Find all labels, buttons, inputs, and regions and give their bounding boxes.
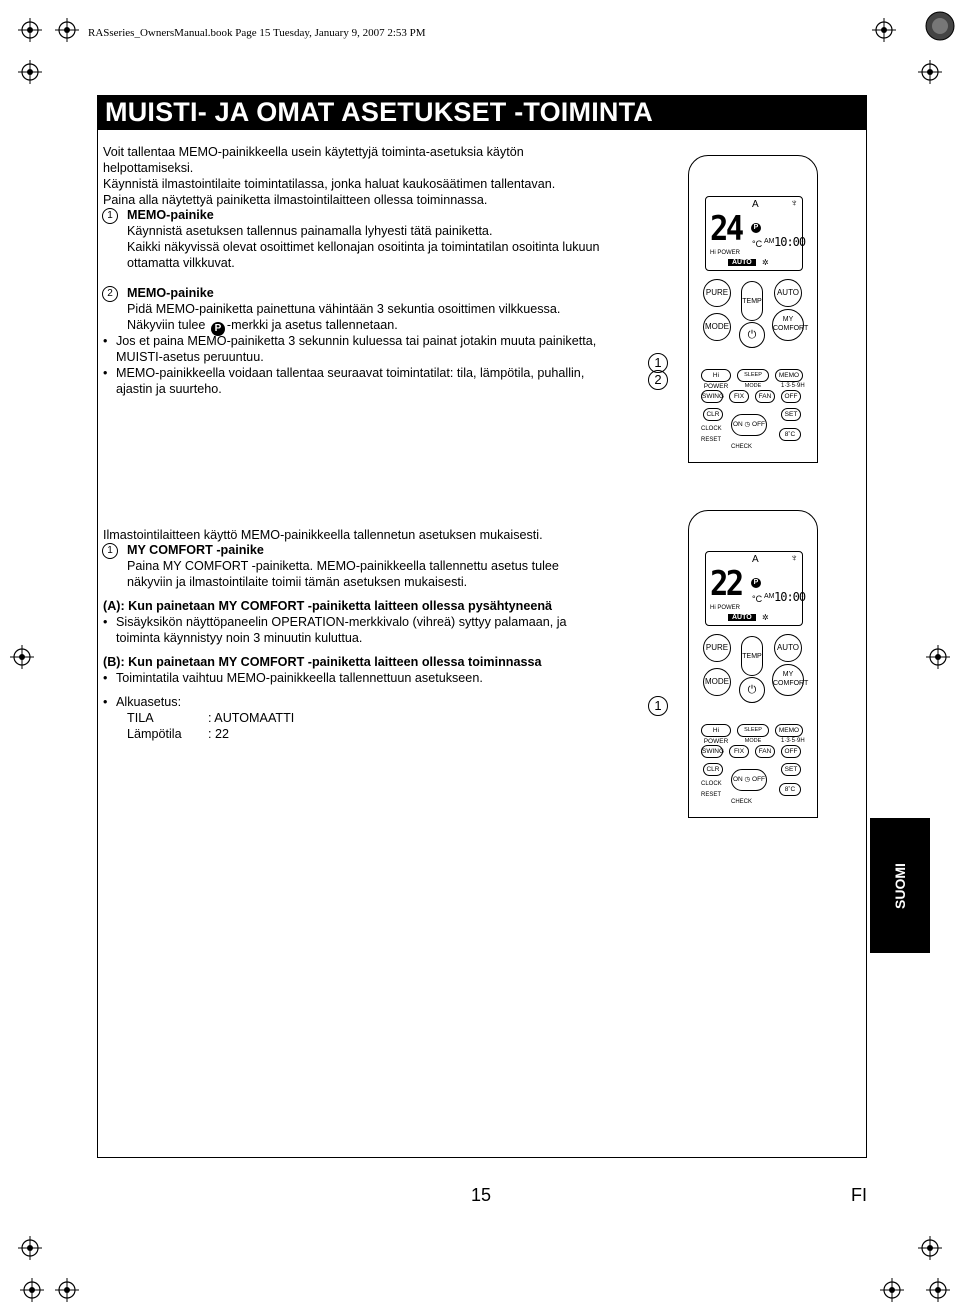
fan-icon: ✲ [762, 613, 769, 622]
step-text: Kaikki näkyvissä olevat osoittimet kellonajan osoitinta ja toimintatilan osoitinta lukuun [127, 240, 600, 254]
registration-mark-icon [18, 60, 42, 84]
step-title: MY COMFORT -painike [127, 543, 264, 557]
lcd-hipower: Hi POWER [710, 250, 740, 256]
on-off-timer-button[interactable]: ON ◷ OFF [731, 414, 767, 436]
my-comfort-button[interactable] [772, 664, 809, 696]
intro-line: Käynnistä ilmastointilaite toimintatilassa, jonka haluat kaukosäätimen tallentavan. [103, 177, 556, 191]
lcd-auto: AUTO [728, 259, 756, 266]
step-text: Käynnistä asetuksen tallennus painamalla lyhyesti tätä painiketta. [127, 224, 493, 238]
step-number: 1 [102, 208, 118, 224]
remote-control-2 [688, 510, 818, 818]
lcd-temperature: 24 [710, 209, 742, 249]
page-title: MUISTI- JA OMAT ASETUKSET -TOIMINTA [97, 95, 867, 130]
registration-mark-icon [55, 1278, 79, 1302]
step-text: Pidä MEMO-painiketta painettuna vähintään 3 sekuntia osoittimen vilkkuessa. [127, 302, 561, 316]
setting-key: TILA [127, 711, 154, 725]
registration-mark-icon [18, 1236, 42, 1260]
power-button[interactable]: ⏻ [739, 322, 765, 348]
clr-button[interactable]: CLR [703, 408, 723, 421]
swing-button[interactable]: SWING [701, 745, 723, 758]
subheading: (B): Kun painetaan MY COMFORT -painiketta laitteen ollessa toiminnassa [103, 655, 542, 669]
bullet-text: Jos et paina MEMO-painiketta 3 sekunnin kuluessa tai painat jotakin muuta painiketta, [116, 334, 597, 348]
reset-label: RESET [701, 437, 722, 443]
registration-mark-icon [20, 1278, 44, 1302]
auto-button[interactable]: AUTO [774, 279, 802, 307]
subheading: (A): Kun painetaan MY COMFORT -painiketta laitteen ollessa pysähtyneenä [103, 599, 553, 613]
step-number: 1 [102, 543, 118, 559]
check-label: CHECK [731, 799, 753, 805]
temp-button[interactable]: TEMP [741, 281, 763, 321]
power-button[interactable]: ⏻ [739, 677, 765, 703]
swing-button[interactable]: SWING [701, 390, 723, 403]
timer-label: 1·3·5·9H [781, 738, 805, 744]
intro-line: helpottamiseksi. [103, 161, 194, 175]
my-label: MY [782, 671, 794, 678]
remote-lcd [705, 551, 806, 626]
off-label: OFF [752, 776, 766, 783]
bullet-text: Toimintatila vaihtuu MEMO-painikkeella tallennettuun asetukseen. [116, 671, 483, 685]
memo-button[interactable]: MEMO [775, 724, 803, 737]
p-mark-icon: P [211, 322, 225, 336]
comfort-label: COMFORT [773, 680, 809, 687]
comfort-label: COMFORT [773, 325, 809, 332]
callout-number: 1 [648, 696, 668, 716]
setting-key: Lämpötila [127, 727, 182, 741]
setting-value: : AUTOMAATTI [208, 711, 295, 725]
lcd-p-mark: P [751, 223, 761, 233]
check-label: CHECK [731, 444, 753, 450]
step-number: 2 [102, 286, 118, 302]
lcd-degree: °C [752, 594, 763, 604]
on-off-timer-button[interactable]: ON ◷ OFF [731, 769, 767, 791]
set-button[interactable]: SET [781, 408, 801, 421]
off-button[interactable]: OFF [781, 390, 801, 403]
intro-line: Paina alla näytettyä painiketta ilmastointilaitteen ollessa toiminnassa. [103, 193, 488, 207]
bullet-icon: • [103, 334, 108, 348]
fan-button[interactable]: FAN [755, 390, 775, 403]
fan-button[interactable]: FAN [755, 745, 775, 758]
clock-label: CLOCK [701, 781, 722, 787]
registration-mark-icon [55, 18, 79, 42]
registration-mark-icon [10, 645, 34, 669]
bullet-icon: • [103, 695, 108, 709]
bullet-text: toiminta käynnistyy noin 3 minuutin kuluttua. [116, 631, 363, 645]
on-label: ON [732, 776, 743, 783]
bullet-text: MEMO-painikkeella voidaan tallentaa seuraavat toimintatilat: tila, lämpötila, puhallin, [116, 366, 585, 380]
mode-button[interactable]: MODE [703, 313, 731, 341]
callout-number: 1 [648, 353, 668, 373]
hipower-button[interactable]: Hi POWER [701, 724, 731, 737]
side-tab-label: SUOMI [892, 862, 908, 909]
intro-line: Ilmastointilaitteen käyttö MEMO-painikkeella tallennetun asetuksen mukaisesti. [103, 528, 543, 542]
lcd-am: AM [764, 238, 775, 245]
lcd-degree: °C [752, 239, 763, 249]
lcd-a: A [752, 554, 759, 565]
registration-mark-icon [18, 18, 42, 42]
step-text-part: Näkyviin tulee [127, 318, 206, 332]
registration-mark-icon [918, 60, 942, 84]
bullet-text: Alkuasetus: [116, 695, 182, 709]
bullet-text: Sisäyksikön näyttöpaneelin OPERATION-merkkivalo (vihreä) syttyy palamaan, ja [116, 615, 567, 629]
reset-label: RESET [701, 792, 722, 798]
bullet-text: MUISTI-asetus peruuntuu. [116, 350, 264, 364]
file-header: RASseries_OwnersManual.book Page 15 Tuesday, January 9, 2007 2:53 PM [88, 27, 426, 39]
step-text: Paina MY COMFORT -painiketta. MEMO-painikkeella tallennettu asetus tulee [127, 559, 559, 573]
sleep-mode-button[interactable]: SLEEP MODE [737, 369, 769, 382]
bullet-icon: • [103, 366, 108, 380]
intro-line: Voit tallentaa MEMO-painikkeella usein käytettyjä toiminta-asetuksia käytön [103, 145, 524, 159]
step-title: MEMO-painike [127, 208, 214, 222]
lcd-temperature: 22 [710, 564, 742, 604]
registration-mark-icon [918, 1236, 942, 1260]
signal-icon: ♆ [790, 553, 798, 564]
clr-button[interactable]: CLR [703, 763, 723, 776]
auto-button[interactable]: AUTO [774, 634, 802, 662]
sleep-mode-button[interactable]: SLEEP MODE [737, 724, 769, 737]
bullet-icon: • [103, 671, 108, 685]
bullet-icon: • [103, 615, 108, 629]
mode-button[interactable]: MODE [703, 668, 731, 696]
my-label: MY [782, 316, 794, 323]
lcd-hipower: Hi POWER [710, 605, 740, 611]
fix-button[interactable]: FIX [729, 390, 749, 403]
8c-button[interactable]: 8˚C [779, 428, 801, 441]
clock-label: CLOCK [701, 426, 722, 432]
language-side-tab [870, 818, 930, 953]
setting-value: : 22 [208, 727, 230, 741]
step-text: ottamatta vilkkuvat. [127, 256, 235, 270]
step-text-part: -merkki ja asetus tallennetaan. [226, 318, 398, 332]
lcd-auto: AUTO [728, 614, 756, 621]
registration-mark-icon [880, 1278, 904, 1302]
timer-label: 1·3·5·9H [781, 383, 805, 389]
remote-lcd [705, 196, 806, 271]
signal-icon: ♆ [790, 198, 798, 209]
registration-mark-icon [872, 18, 896, 42]
pure-button[interactable]: PURE [703, 279, 731, 307]
step-title: MEMO-painike [127, 286, 214, 300]
lcd-am: AM [764, 593, 775, 600]
hipower-button[interactable]: Hi POWER [701, 369, 731, 382]
lcd-time: 10:00 [774, 590, 806, 604]
registration-mark-icon [926, 1278, 950, 1302]
lcd-a: A [752, 199, 759, 210]
on-label: ON [732, 421, 743, 428]
my-comfort-button[interactable] [772, 309, 809, 341]
registration-mark-icon [926, 645, 950, 669]
off-button[interactable]: OFF [781, 745, 801, 758]
fan-icon: ✲ [762, 258, 769, 267]
set-button[interactable]: SET [781, 763, 801, 776]
pure-button[interactable]: PURE [703, 634, 731, 662]
color-wheel-icon [924, 10, 956, 42]
language-code: FI [851, 1185, 867, 1205]
lcd-p-mark: P [751, 578, 761, 588]
fix-button[interactable]: FIX [729, 745, 749, 758]
lcd-time: 10:00 [774, 235, 806, 249]
step-text: näkyviin ja ilmastointilaite toimii tämän asetuksen mukaisesti. [127, 575, 468, 589]
off-label: OFF [752, 421, 766, 428]
remote-control-1 [688, 155, 818, 463]
bullet-text: ajastin ja suurteho. [116, 382, 222, 396]
memo-button[interactable]: MEMO [775, 369, 803, 382]
page-number: 15 [471, 1185, 492, 1205]
8c-button[interactable]: 8˚C [779, 783, 801, 796]
temp-button[interactable]: TEMP [741, 636, 763, 676]
callout-number: 2 [648, 370, 668, 390]
